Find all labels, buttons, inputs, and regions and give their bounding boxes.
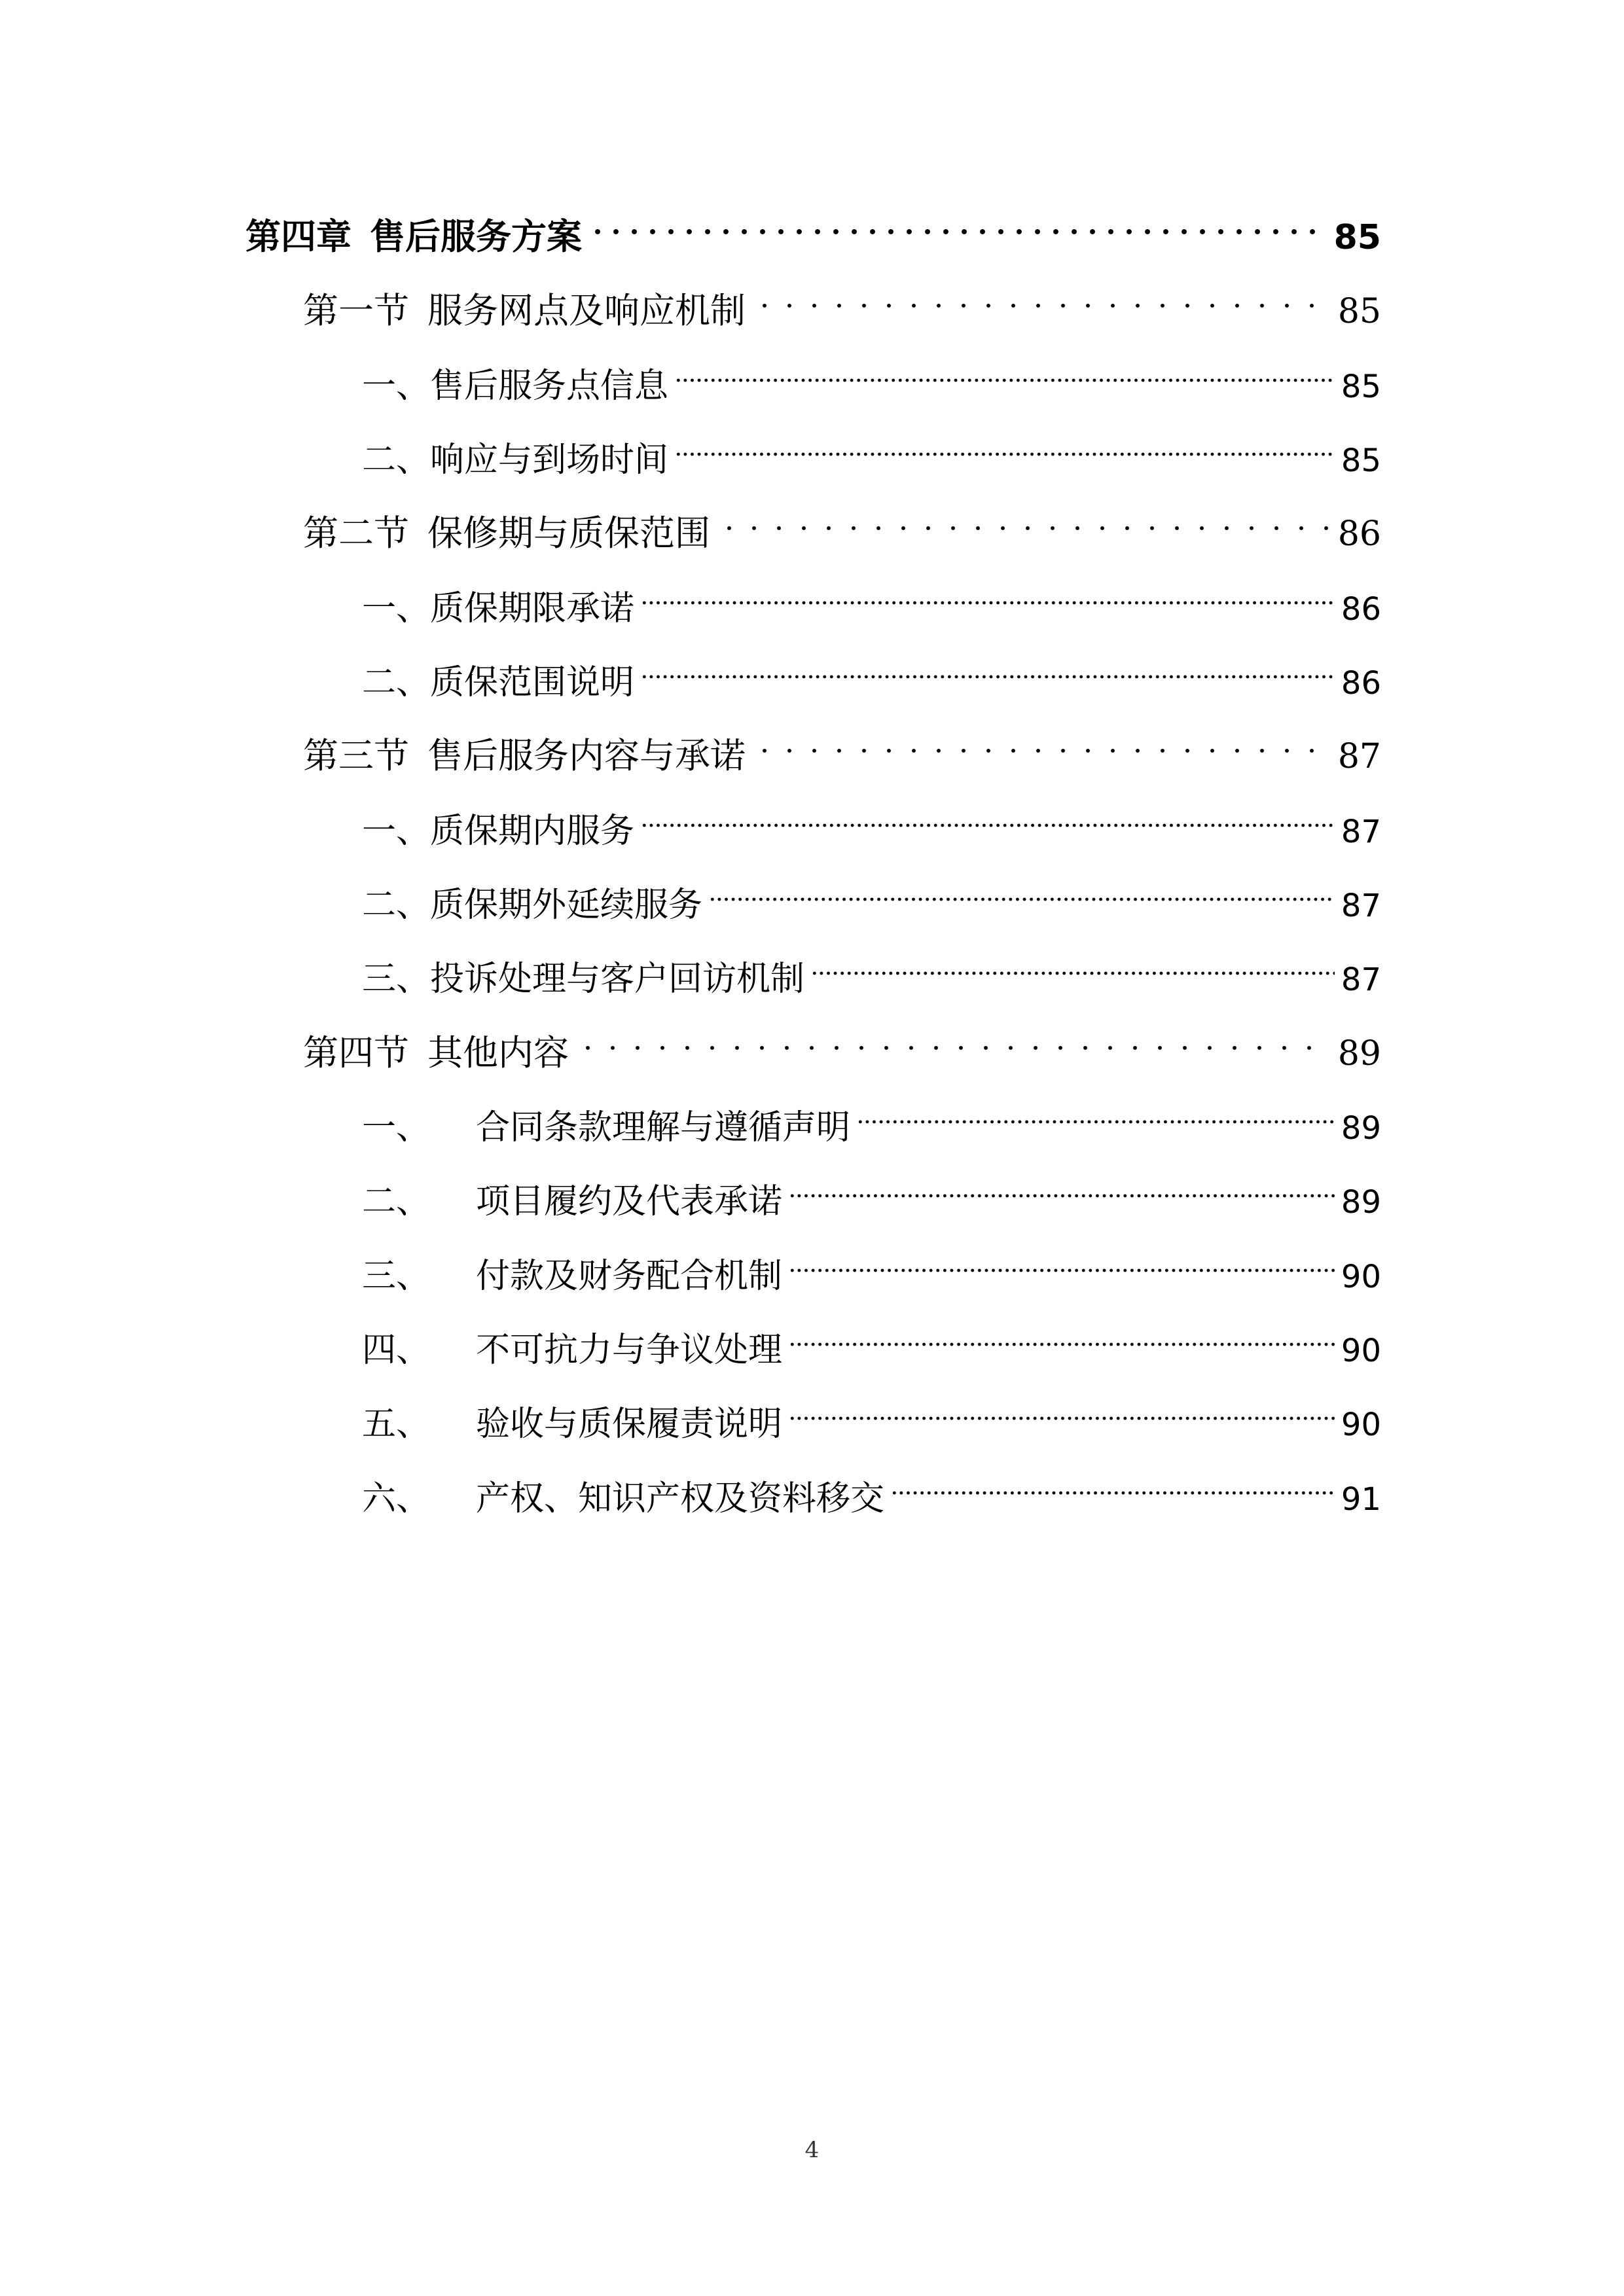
toc-section-number: 第四节 bbox=[303, 1032, 409, 1073]
toc-item-number: 二、 bbox=[362, 886, 431, 925]
toc-item-title: 投诉处理与客户回访机制 bbox=[430, 960, 805, 999]
toc-page-number: 90 bbox=[1341, 1333, 1381, 1369]
toc-item-entry[interactable] bbox=[362, 1309, 1381, 1370]
toc-page-number: 87 bbox=[1341, 814, 1381, 850]
toc-item-title: 产权、知识产权及资料移交 bbox=[476, 1479, 885, 1518]
toc-item-title: 售后服务点信息 bbox=[430, 367, 669, 406]
toc-item-title: 付款及财务配合机制 bbox=[476, 1257, 783, 1296]
toc-item-entry[interactable] bbox=[362, 419, 1381, 480]
toc-item-number: 三、 bbox=[362, 960, 431, 999]
toc-item-number: 三、 bbox=[362, 1257, 431, 1296]
toc-item-title: 质保期内服务 bbox=[430, 812, 635, 851]
toc-page-number: 89 bbox=[1341, 1110, 1381, 1147]
footer-page-number: 4 bbox=[804, 2137, 820, 2163]
toc-page-number: 90 bbox=[1341, 1259, 1381, 1295]
toc-page-number: 85 bbox=[1337, 292, 1381, 331]
toc-item-entry[interactable] bbox=[362, 864, 1381, 925]
dot-leader bbox=[752, 715, 1331, 768]
toc-page-number: 86 bbox=[1341, 665, 1381, 702]
toc-item-title: 质保期限承诺 bbox=[430, 589, 635, 628]
toc-chapter-title: 售后服务方案 bbox=[370, 215, 582, 257]
dot-leader bbox=[709, 864, 1335, 916]
toc-page-number: 85 bbox=[1333, 218, 1381, 257]
toc-page-number: 85 bbox=[1341, 442, 1381, 479]
toc-item-entry[interactable] bbox=[362, 790, 1381, 851]
toc-page-number: 87 bbox=[1341, 961, 1381, 998]
toc-item-number: 二、 bbox=[362, 1182, 431, 1221]
toc-item-title: 质保范围说明 bbox=[430, 663, 635, 702]
toc-section-number: 第二节 bbox=[303, 512, 409, 554]
toc-item-number: 一、 bbox=[362, 1108, 431, 1147]
toc-item-number: 二、 bbox=[362, 663, 431, 702]
toc-item-title: 验收与质保履责说明 bbox=[476, 1405, 783, 1444]
dot-leader bbox=[641, 641, 1335, 694]
dot-leader bbox=[752, 270, 1331, 323]
dot-leader bbox=[675, 345, 1335, 397]
toc-page-number: 87 bbox=[1341, 888, 1381, 924]
toc-item-entry[interactable] bbox=[362, 1235, 1381, 1296]
toc-item-number: 一、 bbox=[362, 589, 431, 628]
dot-leader bbox=[811, 938, 1335, 990]
toc-section-title: 服务网点及响应机制 bbox=[427, 290, 746, 331]
toc-item-title: 项目履约及代表承诺 bbox=[476, 1182, 783, 1221]
toc-page-number: 86 bbox=[1337, 514, 1381, 554]
toc-page-number: 85 bbox=[1341, 368, 1381, 405]
dot-leader bbox=[717, 493, 1331, 545]
toc-item-number: 五、 bbox=[362, 1405, 431, 1444]
toc-item-number: 一、 bbox=[362, 812, 431, 851]
toc-item-entry[interactable] bbox=[362, 1160, 1381, 1221]
toc-page-number: 87 bbox=[1337, 737, 1381, 776]
dot-leader bbox=[857, 1086, 1335, 1139]
dot-leader bbox=[789, 1160, 1335, 1213]
toc-section-entry[interactable] bbox=[303, 493, 1381, 554]
toc-item-title: 合同条款理解与遵循声明 bbox=[476, 1108, 851, 1147]
toc-item-title: 响应与到场时间 bbox=[430, 440, 669, 480]
dot-leader bbox=[891, 1458, 1335, 1510]
toc-section-entry[interactable] bbox=[303, 715, 1381, 776]
toc-item-number: 二、 bbox=[362, 440, 431, 480]
toc-item-number: 四、 bbox=[362, 1331, 431, 1370]
dot-leader bbox=[789, 1235, 1335, 1287]
dot-leader bbox=[789, 1383, 1335, 1435]
toc-section-entry[interactable] bbox=[303, 1013, 1381, 1073]
toc-item-title: 质保期外延续服务 bbox=[430, 886, 703, 925]
toc-item-entry[interactable] bbox=[362, 567, 1381, 628]
toc-item-number: 一、 bbox=[362, 367, 431, 406]
toc-item-entry[interactable] bbox=[362, 1458, 1381, 1518]
dot-leader bbox=[588, 196, 1327, 249]
dot-leader bbox=[641, 567, 1335, 620]
toc-item-title: 不可抗力与争议处理 bbox=[476, 1331, 783, 1370]
toc-page-number: 89 bbox=[1341, 1184, 1381, 1221]
toc-chapter-number: 第四章 bbox=[245, 215, 352, 257]
toc-item-entry[interactable] bbox=[362, 938, 1381, 999]
toc-section-title: 其他内容 bbox=[427, 1032, 569, 1073]
dot-leader bbox=[641, 790, 1335, 842]
toc-item-entry[interactable] bbox=[362, 345, 1381, 406]
toc-item-entry[interactable] bbox=[362, 1086, 1381, 1147]
toc-item-entry[interactable] bbox=[362, 641, 1381, 702]
toc-section-number: 第一节 bbox=[303, 290, 409, 331]
toc-section-entry[interactable] bbox=[303, 270, 1381, 331]
toc-page-number: 91 bbox=[1341, 1481, 1381, 1518]
toc-chapter-entry[interactable] bbox=[245, 196, 1381, 257]
dot-leader bbox=[575, 1013, 1331, 1065]
toc-section-title: 保修期与质保范围 bbox=[427, 512, 710, 554]
toc-page-number: 86 bbox=[1341, 591, 1381, 628]
toc-page-number: 89 bbox=[1337, 1034, 1381, 1073]
toc-section-title: 售后服务内容与承诺 bbox=[427, 735, 746, 776]
dot-leader bbox=[675, 419, 1335, 471]
dot-leader bbox=[789, 1309, 1335, 1361]
toc-page-number: 90 bbox=[1341, 1407, 1381, 1443]
toc-item-number: 六、 bbox=[362, 1479, 431, 1518]
toc-section-number: 第三节 bbox=[303, 735, 409, 776]
toc-item-entry[interactable] bbox=[362, 1383, 1381, 1444]
